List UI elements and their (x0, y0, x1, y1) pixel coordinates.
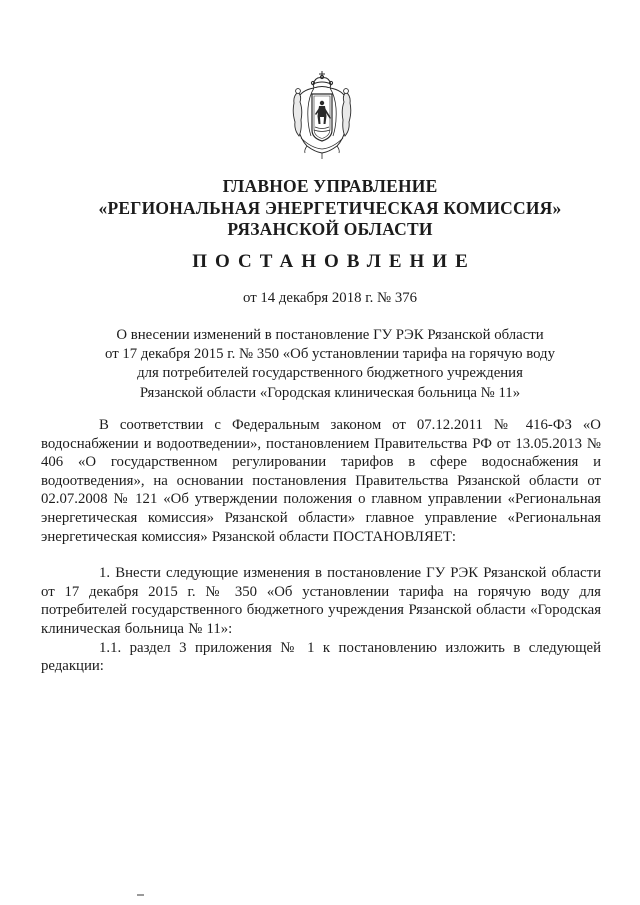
paragraph-preamble: В соответствии с Федеральным законом от 07.12.2011 № 416-ФЗ «О водоснабжении и водоотведении», постановлением Правительства РФ от 13.05.2013 № 406 «О государственном регулировании тарифов в сфере водоснабжения и водоотведения», на основании постановления Правительства Рязанской области от 02.07.2008 № 121 «Об утверждении положения о главном управлении «Региональная энергетическая комиссия» Рязанской области» главное управление «Региональная энергетическая комиссия» Рязанской области ПОСТАНОВЛЯЕТ: (41, 417, 601, 545)
paragraph-item-1-1: 1.1. раздел 3 приложения № 1 к постановлению изложить в следующей редакции: (41, 639, 601, 675)
subject-line-1: О внесении изменений в постановление ГУ РЭК Рязанской области (116, 327, 544, 343)
org-name-line-3: РЯЗАНСКОЙ ОБЛАСТИ (227, 219, 433, 239)
scan-artifact-mark (137, 894, 144, 896)
org-name-line-2: «РЕГИОНАЛЬНАЯ ЭНЕРГЕТИЧЕСКАЯ КОМИССИЯ» (98, 197, 562, 218)
document-type-heading: ПОСТАНОВЛЕНИЕ (192, 251, 476, 272)
org-name-line-1: ГЛАВНОЕ УПРАВЛЕНИЕ (222, 176, 438, 196)
paragraph-item-1: 1. Внести следующие изменения в постановление ГУ РЭК Рязанской области от 17 декабря 2015 г. № 350 «Об установлении тарифа на горячую воду для потребителей государственного бюджетного учреждения Рязанской области «Городская клиническая больница № 11»: (41, 565, 601, 637)
subject-line-3: для потребителей государственного бюджетного учреждения (137, 365, 523, 382)
ryazan-coat-of-arms-icon (289, 70, 355, 162)
subject-line-4: Рязанской области «Городская клиническая больница № 11» (139, 384, 521, 401)
document-body (41, 416, 601, 676)
org-name (50, 176, 610, 241)
document-date-number: от 14 декабря 2018 г. № 376 (242, 290, 418, 306)
document-subject (50, 326, 610, 403)
subject-line-2: от 17 декабря 2015 г. № 350 «Об установлении тарифа на горячую воду (105, 346, 555, 363)
